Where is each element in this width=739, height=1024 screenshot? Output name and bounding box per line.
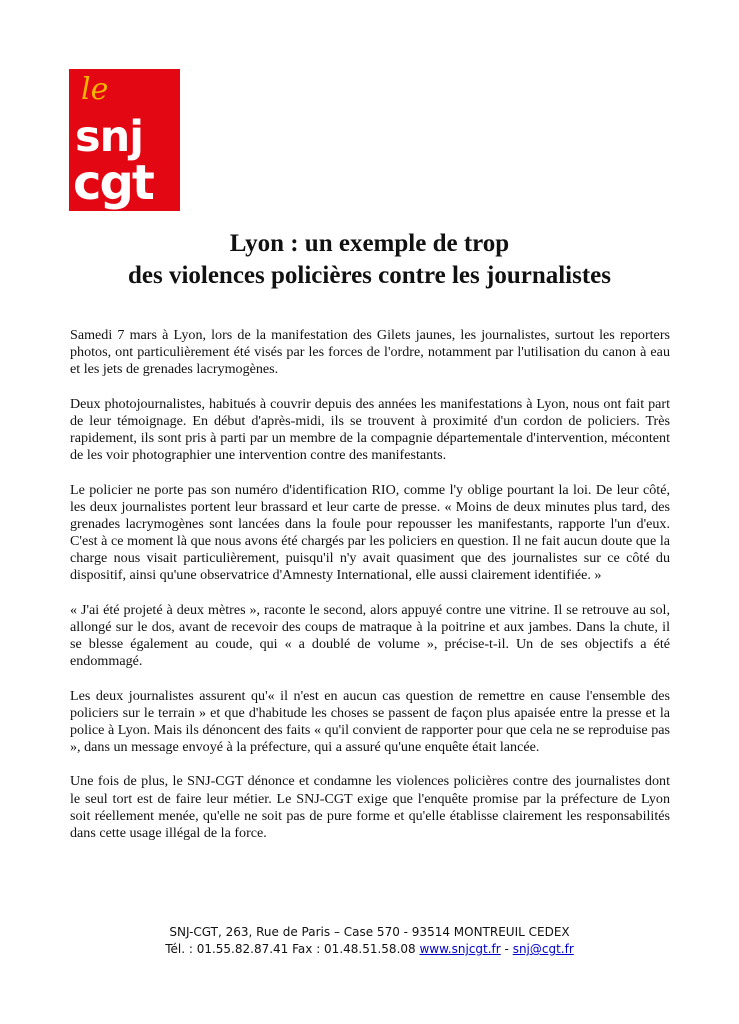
footer-separator: - [500,942,513,956]
snj-cgt-logo-graphic [69,69,180,211]
website-link[interactable]: www.snjcgt.fr [419,942,501,956]
page-title [40,228,699,292]
logo-cgt-text: cgt [73,155,153,211]
paragraph: Le policier ne porte pas son numéro d'identification RIO, comme l'y oblige pourtant la loi. De leur côté, les deux journalistes portent leur brassard et leur carte de presse. « Moins de deux minutes plus tard, des grenades lacrymogènes sont lancées dans la foule pour repousser les manifestants, rapporte l'un d'eux. C'est à ce moment là que nous avons été chargés par les policiers en question. Il ne fait aucun doute que la charge nous visait particulièrement, puisqu'il n'y avait quasiment que des journalistes sur ce côté du dispositif, ainsi qu'une observatrice d'Amnesty International, elle aussi clairement identifiée. » [70,481,670,584]
paragraph: Les deux journalistes assurent qu'« il n'est en aucun cas question de remettre en cause l'ensemble des policiers sur le terrain » et que d'habitude les choses se passent de façon plus apaisée entre la presse et la police à Lyon. Mais ils dénoncent des faits « qu'il convient de rapporter pour que cela ne se reproduise pas », dans un message envoyé à la préfecture, qui a assuré qu'une enquête était lancée. [70,687,670,755]
footer [0,924,739,958]
logo-snj-text: snj [75,112,143,162]
snj-cgt-logo [69,69,180,211]
paragraph: « J'ai été projeté à deux mètres », raconte le second, alors appuyé contre une vitrine. Il se retrouve au sol, allongé sur le dos, avant de recevoir des coups de matraque à la poitrine et aux jambes. Dans la chute, il se blesse également au coude, qui « a doublé de volume », précise-t-il. Un de ses objectifs a été endommagé. [70,601,670,669]
paragraph: Samedi 7 mars à Lyon, lors de la manifestation des Gilets jaunes, les journalistes, surtout les reporters photos, ont particulièrement été visés par les forces de l'ordre, notamment par l'utilisation du canon à eau et les jets de grenades lacrymogènes. [70,327,670,378]
article-body [70,327,670,859]
title-line-1: Lyon : un exemple de trop [229,230,510,257]
footer-phone-fax: Tél. : 01.55.82.87.41 Fax : 01.48.51.58.08 [165,942,420,956]
footer-address: SNJ-CGT, 263, Rue de Paris – Case 570 - 93514 MONTREUIL CEDEX [169,925,570,939]
paragraph: Deux photojournalistes, habitués à couvrir depuis des années les manifestations à Lyon, nous ont fait part de leur témoignage. En début d'après-midi, ils se trouvent à proximité d'un cordon de policiers. Très rapidement, ils sont pris à parti par un membre de la compagnie départementale d'intervention, mécontent de les voir photographier une intervention contre des manifestants. [70,395,670,464]
email-link[interactable]: snj@cgt.fr [512,942,574,956]
footer-contact-line [0,941,739,958]
title-line-2: des violences policières contre les journalistes [127,262,612,289]
paragraph: Une fois de plus, le SNJ-CGT dénonce et condamne les violences policières contre des journalistes dont le seul tort est de faire leur métier. Le SNJ-CGT exige que l'enquête promise par la préfecture de Lyon soit réellement menée, qu'elle ne soit pas de pure forme et qu'elle établisse clairement les responsabilités dans cette usage illégal de la force. [70,773,670,841]
logo-le-text: le [81,72,109,107]
